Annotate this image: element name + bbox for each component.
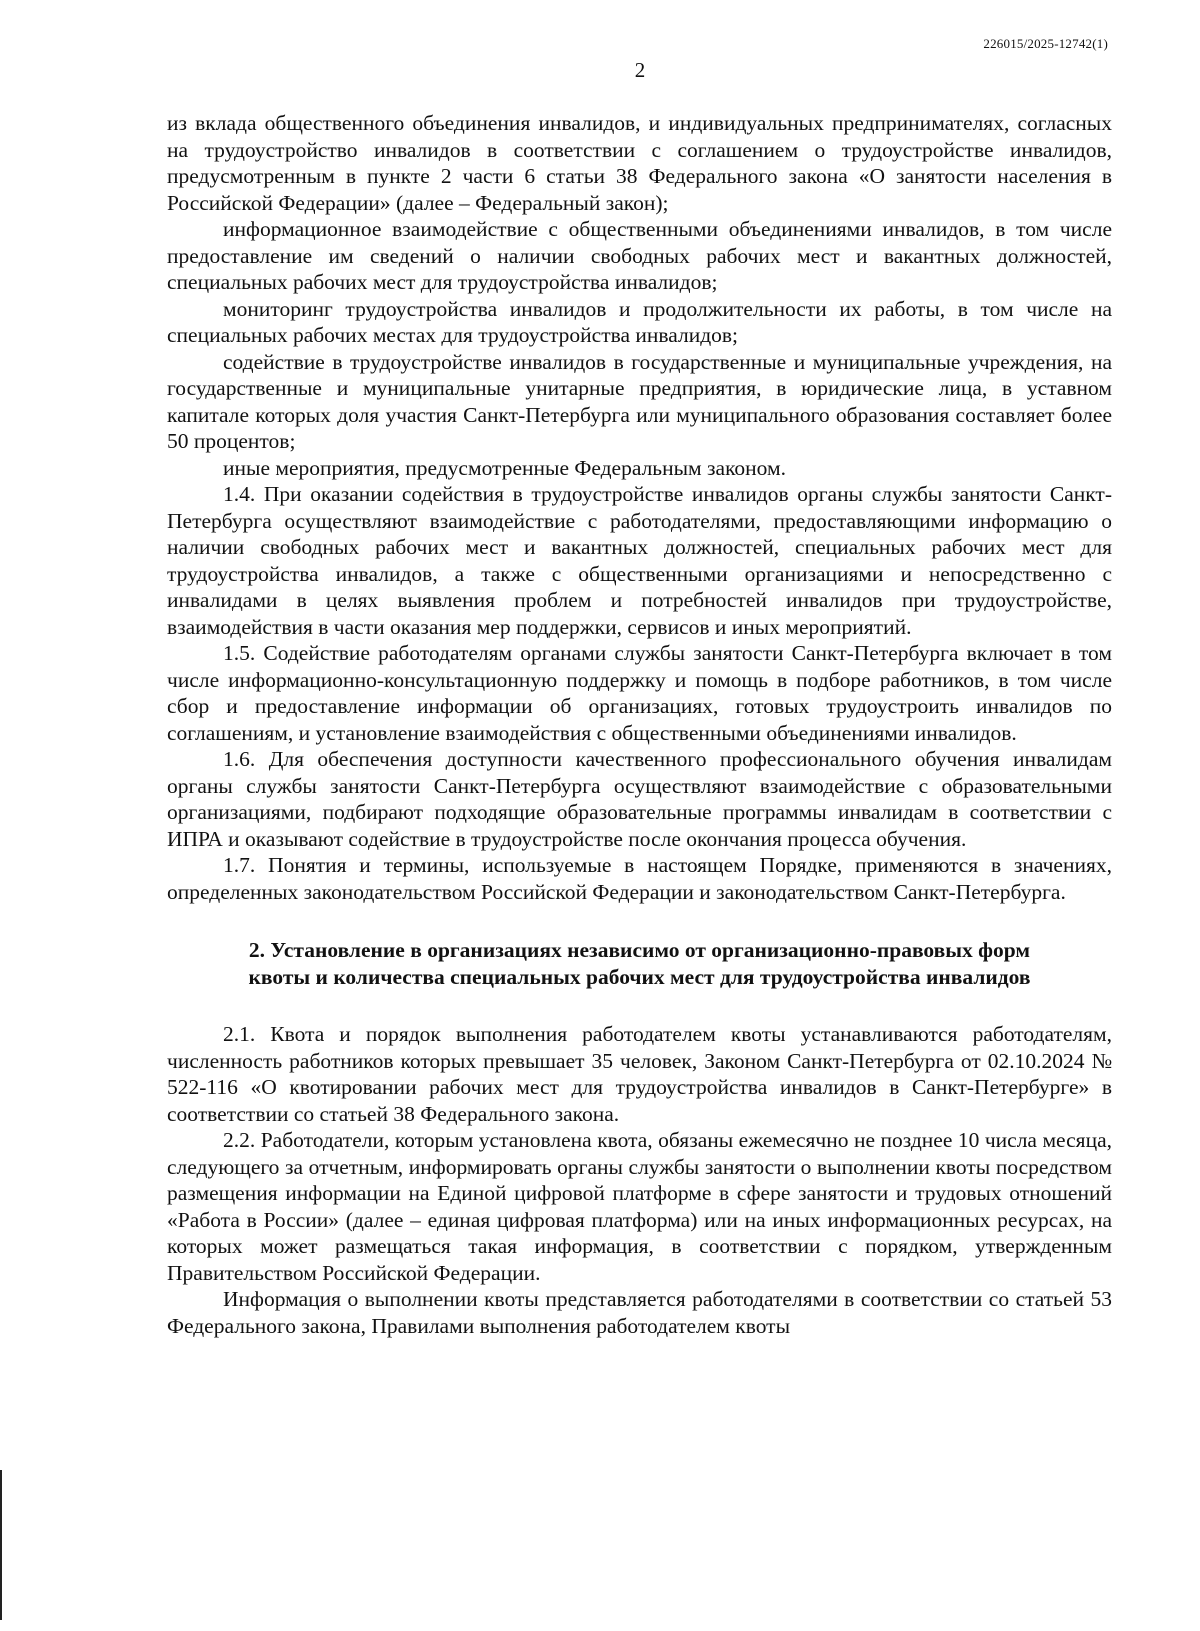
paragraph-1-6: 1.6. Для обеспечения доступности качественного профессионального обучения инвалидам органы службы занятости Санкт-Петербурга осуществляют взаимодействие с образовательными организациями, подбирают подходящие образовательные программы инвалидам в соответствии с ИПРА и оказывают содействие в трудоустройстве после окончания процесса обучения. <box>167 747 1112 851</box>
paragraph-other-measures: иные мероприятия, предусмотренные Федеральным законом. <box>223 455 786 480</box>
section-2-heading-line-1: 2. Установление в организациях независимо от организационно-правовых форм <box>248 938 1031 962</box>
document-body <box>167 110 1112 1339</box>
section-2-heading-line-2: квоты и количества специальных рабочих мест для трудоустройства инвалидов <box>248 965 1031 989</box>
paragraph-1-7: 1.7. Понятия и термины, используемые в настоящем Порядке, применяются в значениях, определенных законодательством Российской Федерации и законодательством Санкт-Петербурга. <box>167 853 1112 904</box>
document-registration-number: 226015/2025-12742(1) <box>983 36 1108 51</box>
page-number: 2 <box>634 58 646 82</box>
paragraph-information-interaction: информационное взаимодействие с общественными объединениями инвалидов, в том числе предоставление им сведений о наличии свободных рабочих мест и вакантных должностей, специальных рабочих мест для трудоустройства инвалидов; <box>167 217 1112 294</box>
paragraph-monitoring: мониторинг трудоустройства инвалидов и продолжительности их работы, в том числе на специальных рабочих местах для трудоустройства инвалидов; <box>167 296 1112 347</box>
paragraph-continuation: из вклада общественного объединения инвалидов, и индивидуальных предпринимателях, согласных на трудоустройство инвалидов в соответствии с соглашением о трудоустройстве инвалидов, предусмотренным в пункте 2 части 6 статьи 38 Федерального закона «О занятости населения в Российской Федерации» (далее – Федеральный закон); <box>167 111 1112 215</box>
paragraph-2-2: 2.2. Работодатели, которым установлена квота, обязаны ежемесячно не позднее 10 числа месяца, следующего за отчетным, информировать органы службы занятости о выполнении квоты посредством размещения информации на Единой цифровой платформе в сфере занятости и трудовых отношений «Работа в России» (далее – единая цифровая платформа) или на иных информационных ресурсах, на которых может размещаться такая информация, в соответствии с порядком, утвержденным Правительством Российской Федерации. <box>167 1128 1112 1285</box>
paragraph-2-1: 2.1. Квота и порядок выполнения работодателем квоты устанавливаются работодателям, численность работников которых превышает 35 человек, Законом Санкт-Петербурга от 02.10.2024 № 522-116 «О квотировании рабочих мест для трудоустройства инвалидов в Санкт-Петербурге» в соответствии со статьей 38 Федерального закона. <box>167 1022 1112 1126</box>
paragraph-1-4: 1.4. При оказании содействия в трудоустройстве инвалидов органы службы занятости Санкт-Петербурга осуществляют взаимодействие с работодателями, предоставляющими информацию о наличии свободных рабочих мест и вакантных должностей, специальных рабочих мест для трудоустройства инвалидов, а также с общественными организациями и непосредственно с инвалидами в целях выявления проблем и потребностей инвалидов при трудоустройстве, взаимодействия в части оказания мер поддержки, сервисов и иных мероприятий. <box>167 482 1112 639</box>
paragraph-assistance-state-institutions: содействие в трудоустройстве инвалидов в государственные и муниципальные учреждения, на государственные и муниципальные унитарные предприятия, в юридические лица, в уставном капитале которых доля участия Санкт-Петербурга или муниципального образования составляет более 50 процентов; <box>167 349 1112 453</box>
section-2-heading <box>167 937 1112 991</box>
paragraph-1-5: 1.5. Содействие работодателям органами службы занятости Санкт-Петербурга включает в том числе информационно-консультационную поддержку и помощь в подборе работников, в том числе сбор и предоставление информации об организациях, готовых трудоустроить инвалидов по соглашениям, и установление взаимодействия с общественными объединениями инвалидов. <box>167 641 1112 745</box>
paragraph-quota-information: Информация о выполнении квоты представляется работодателями в соответствии со статьей 53 Федерального закона, Правилами выполнения работодателем квоты <box>167 1287 1112 1338</box>
scan-edge-mark <box>0 1470 2 1620</box>
